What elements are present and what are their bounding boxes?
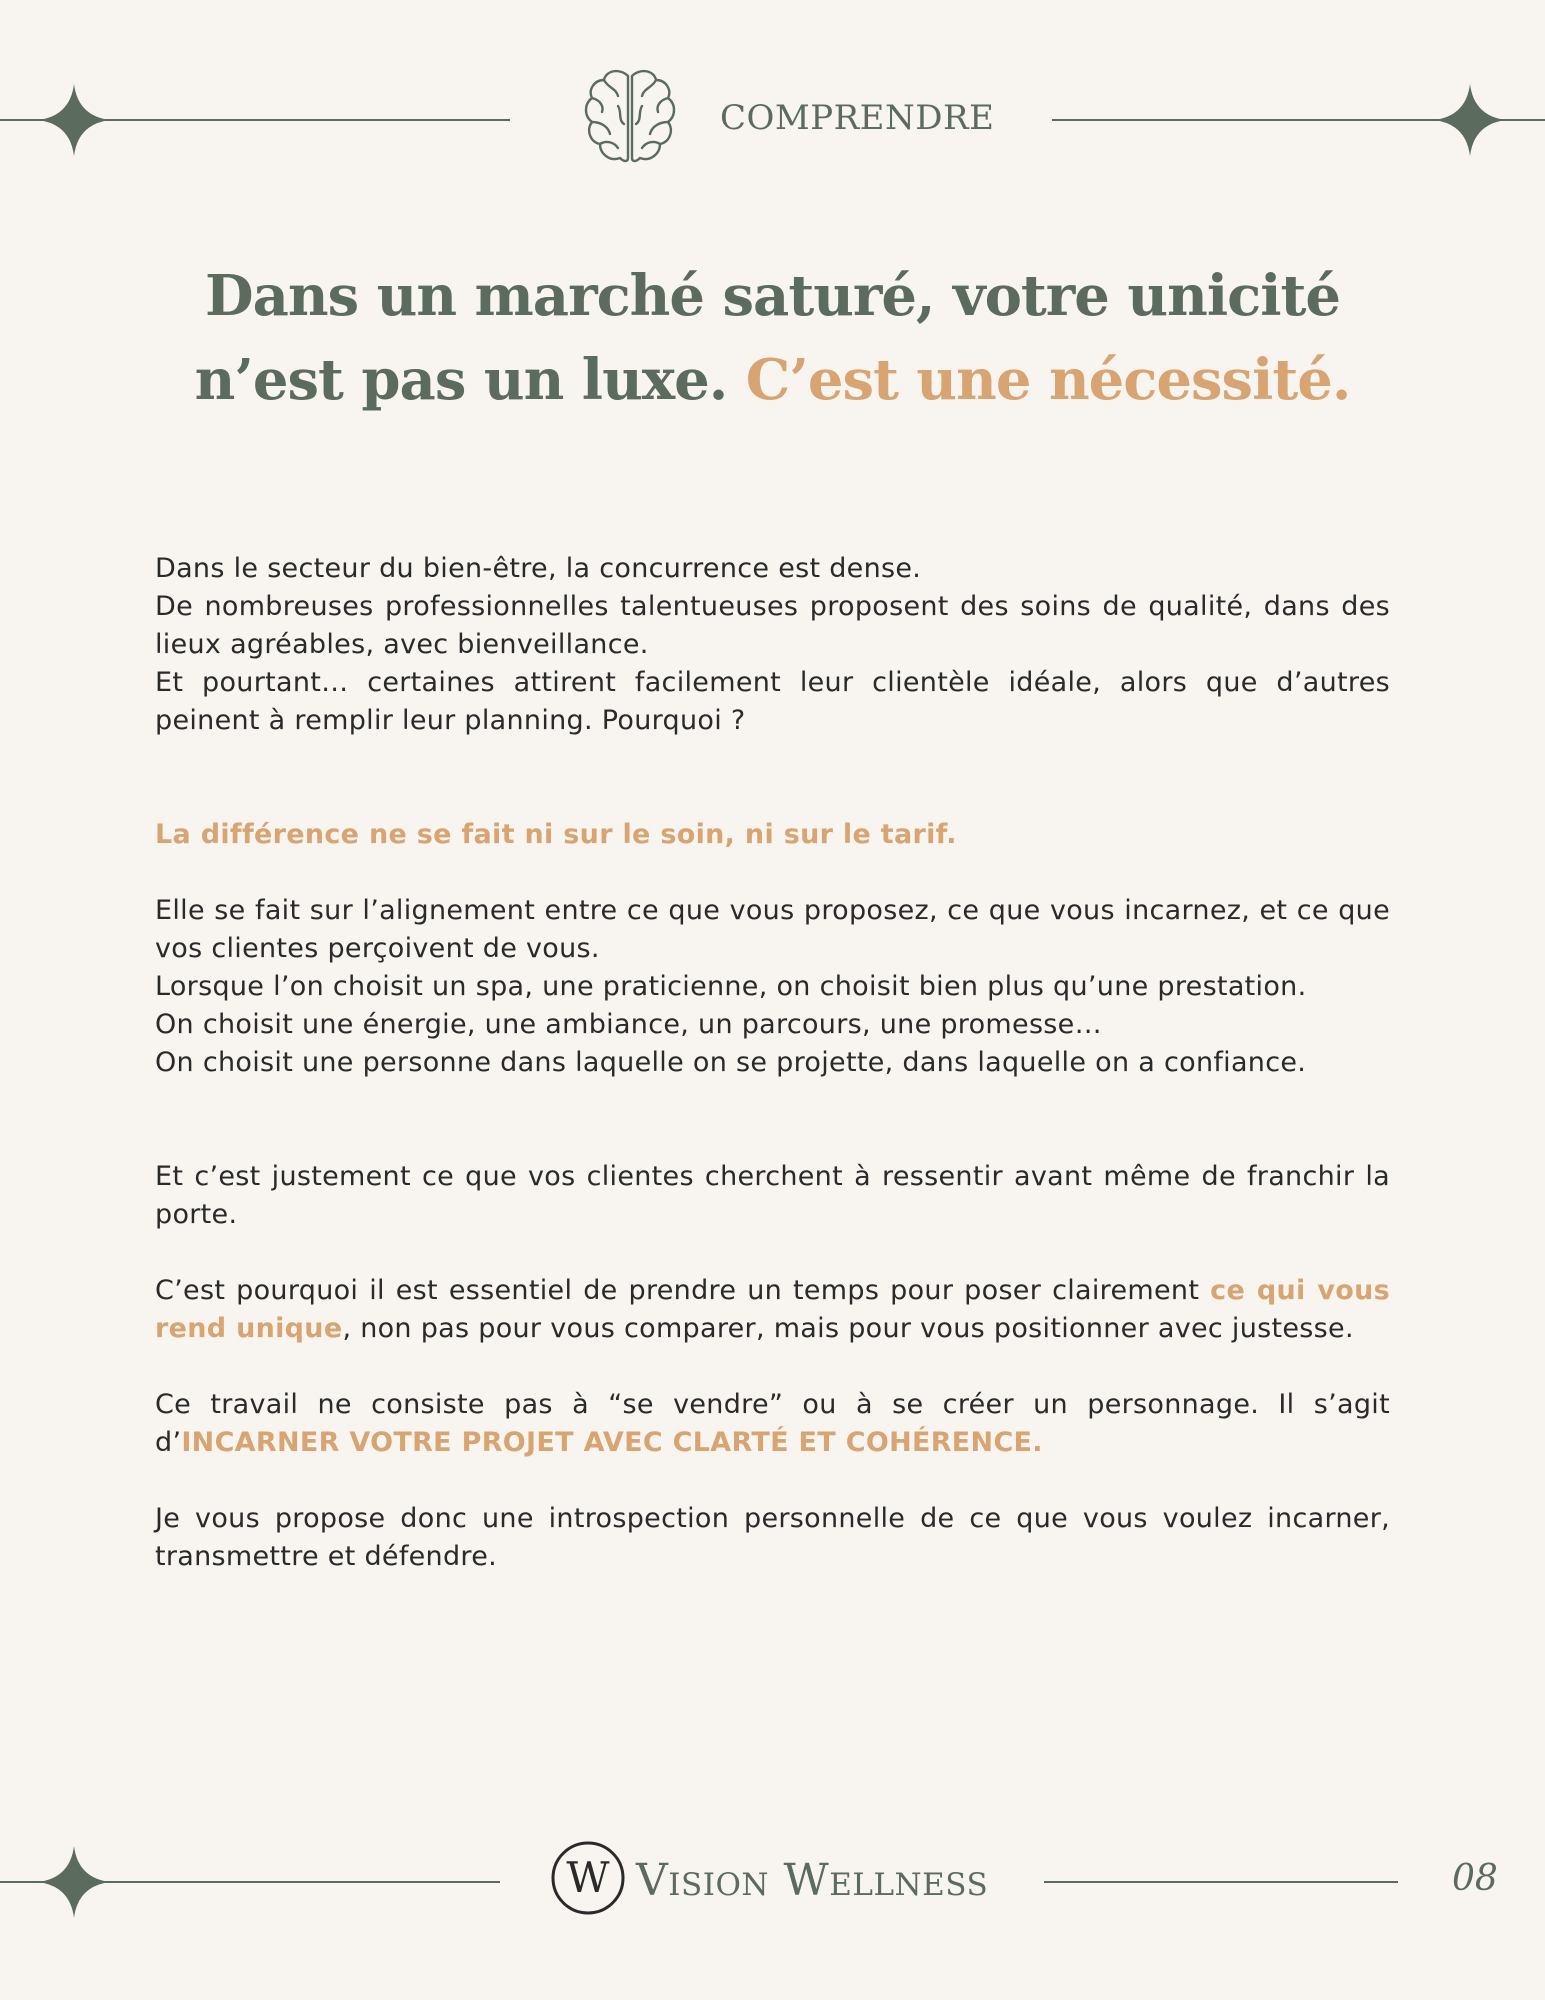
- footer-rule-right: [1044, 1881, 1398, 1883]
- p2-sentence-2: Lorsque l’on choisit un spa, une praticienne, on choisit bien plus qu’une prestation.: [155, 971, 1307, 1002]
- title-line-1: Dans un marché saturé, votre unicité: [205, 263, 1340, 329]
- p2-sentence-3: On choisit une énergie, une ambiance, un parcours, une promesse…: [155, 1009, 1102, 1040]
- brain-icon: [582, 66, 678, 168]
- paragraph-5: [155, 1386, 1390, 1462]
- paragraph-1: [155, 550, 1390, 740]
- p5-accent: INCARNER VOTRE PROJET AVEC CLARTÉ ET COHÉRENCE.: [181, 1427, 1043, 1458]
- sparkle-icon-top-left: [38, 84, 110, 156]
- paragraph-3: Et c’est justement ce que vos clientes cherchent à ressentir avant même de franchir la porte.: [155, 1161, 1390, 1230]
- sparkle-icon-top-right: [1434, 84, 1506, 156]
- p5-before: Ce travail ne consiste pas à “se vendre” ou à se créer un personnage. Il s’agit d’: [155, 1389, 1390, 1458]
- p2-sentence-4: On choisit une personne dans laquelle on se projette, dans laquelle on a confiance.: [155, 1047, 1307, 1078]
- p2-sentence-1: Elle se fait sur l’alignement entre ce que vous proposez, ce que vous incarnez, et ce que vos clientes perçoivent de vous.: [155, 895, 1390, 964]
- p1-sentence-3: Et pourtant… certaines attirent facilement leur clientèle idéale, alors que d’autres peinent à remplir leur planning. Pourquoi ?: [155, 667, 1390, 736]
- brand-name: Vision Wellness: [636, 1855, 989, 1906]
- title-line-2-plain: n’est pas un luxe.: [194, 347, 746, 413]
- paragraph-4: [155, 1272, 1390, 1348]
- body-text: [155, 550, 1390, 1576]
- paragraph-2: [155, 892, 1390, 1082]
- title-line-2-accent: C’est une nécessité.: [745, 347, 1351, 413]
- page-title: [150, 254, 1395, 422]
- sparkle-icon-bottom-left: [38, 1846, 110, 1918]
- p1-sentence-2: De nombreuses professionnelles talentueuses proposent des soins de qualité, dans des lieux agréables, avec bienveillance.: [155, 591, 1390, 660]
- highlight-statement: La différence ne se fait ni sur le soin, ni sur le tarif.: [155, 819, 957, 850]
- page-number: 08: [1452, 1858, 1498, 1899]
- title-line-2: [150, 338, 1395, 422]
- paragraph-6: Je vous propose donc une introspection personnelle de ce que vous voulez incarner, transmettre et défendre.: [155, 1503, 1390, 1572]
- section-label: COMPRENDRE: [720, 98, 995, 138]
- p1-sentence-1: Dans le secteur du bien-être, la concurrence est dense.: [155, 553, 922, 584]
- p4-accent: ce qui vous rend unique: [155, 1275, 1390, 1344]
- p4-before: C’est pourquoi il est essentiel de prendre un temps pour poser clairement: [155, 1275, 1211, 1306]
- brand-logo-letter: W: [566, 1853, 610, 1902]
- brand-logo-icon: [548, 1838, 628, 1918]
- p4-after: , non pas pour vous comparer, mais pour vous positionner avec justesse.: [342, 1313, 1354, 1344]
